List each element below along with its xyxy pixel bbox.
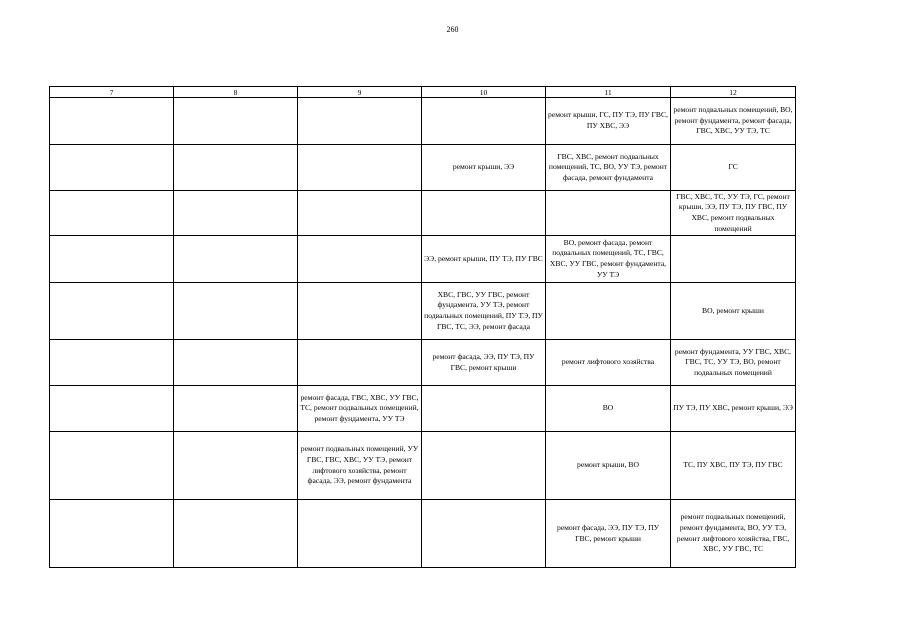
table-cell: [174, 432, 298, 500]
table-row: [50, 98, 796, 145]
table-cell: [50, 340, 174, 386]
table-row: [50, 500, 796, 568]
table-cell: [546, 191, 671, 236]
column-header: 11: [546, 87, 671, 98]
header-row: [50, 87, 796, 98]
page-number: 260: [446, 25, 459, 34]
table-cell: [422, 191, 546, 236]
table-cell: [50, 145, 174, 191]
table-cell: ГС: [671, 145, 796, 191]
table-cell: [50, 500, 174, 568]
table-cell: ТС, ПУ ХВС, ПУ ТЭ, ПУ ГВС: [671, 432, 796, 500]
table-cell: ремонт крыши, ВО: [546, 432, 671, 500]
table-cell: [174, 145, 298, 191]
column-header: 10: [422, 87, 546, 98]
table-cell: ремонт лифтового хозяйства: [546, 340, 671, 386]
table-row: [50, 236, 796, 283]
table-row: [50, 386, 796, 432]
table-cell: [422, 386, 546, 432]
table-cell: [298, 236, 422, 283]
table-cell: [298, 283, 422, 340]
table-cell: [422, 432, 546, 500]
column-header: 12: [671, 87, 796, 98]
table-cell: ремонт фасада, ЭЭ, ПУ ТЭ, ПУ ГВС, ремонт крыши: [546, 500, 671, 568]
table-cell: [50, 386, 174, 432]
table-cell: [546, 283, 671, 340]
table-cell: ВО, ремонт фасада, ремонт подвальных помещений, ТС, ГВС, ХВС, УУ ГВС, ремонт фундамента, УУ ТЭ: [546, 236, 671, 283]
column-header: 7: [50, 87, 174, 98]
table-cell: ПУ ТЭ, ПУ ХВС, ремонт крыши, ЭЭ: [671, 386, 796, 432]
table-cell: ремонт крыши, ГС, ПУ ТЭ, ПУ ГВС, ПУ ХВС, ЭЭ: [546, 98, 671, 145]
table-row: [50, 340, 796, 386]
table-cell: ГВС, ХВС, ТС, УУ ТЭ, ГС, ремонт крыши, ЭЭ, ПУ ТЭ, ПУ ГВС, ПУ ХВС, ремонт подвальных помещений: [671, 191, 796, 236]
table-cell: ВО: [546, 386, 671, 432]
table-cell: ремонт подвальных помещений, ВО, ремонт фундамента, ремонт фасада, ГВС, ХВС, УУ ТЭ, ТС: [671, 98, 796, 145]
table-cell: ГВС, ХВС, ремонт подвальных помещений, ТС, ВО, УУ ТЭ, ремонт фасада, ремонт фундамента: [546, 145, 671, 191]
table-cell: [174, 340, 298, 386]
column-header: 9: [298, 87, 422, 98]
table-row: [50, 145, 796, 191]
table-cell: ремонт крыши, ЭЭ: [422, 145, 546, 191]
table-row: [50, 283, 796, 340]
table-cell: ЭЭ, ремонт крыши, ПУ ТЭ, ПУ ГВС: [422, 236, 546, 283]
data-table: [49, 86, 796, 568]
table-cell: [174, 500, 298, 568]
table-cell: [298, 500, 422, 568]
table-cell: [174, 283, 298, 340]
table-cell: [298, 145, 422, 191]
table-cell: ремонт фасада, ЭЭ, ПУ ТЭ, ПУ ГВС, ремонт крыши: [422, 340, 546, 386]
table-cell: [50, 191, 174, 236]
table-cell: ВО, ремонт крыши: [671, 283, 796, 340]
column-header: 8: [174, 87, 298, 98]
table-cell: [50, 283, 174, 340]
table-cell: [50, 432, 174, 500]
table-cell: ремонт подвальных помещений, УУ ГВС, ГВС, ХВС, УУ ТЭ, ремонт лифтового хозяйства, ремонт фасада, ЭЭ, ремонт фундамента: [298, 432, 422, 500]
table-cell: [671, 236, 796, 283]
table-cell: [422, 98, 546, 145]
table-cell: [50, 236, 174, 283]
table-cell: [50, 98, 174, 145]
table-cell: [174, 191, 298, 236]
table-cell: ХВС, ГВС, УУ ГВС, ремонт фундамента, УУ ТЭ, ремонт подвальных помещений, ПУ ТЭ, ПУ ГВС, ТС, ЭЭ, ремонт фасада: [422, 283, 546, 340]
table-cell: [422, 500, 546, 568]
table-row: [50, 432, 796, 500]
table-cell: [298, 191, 422, 236]
table-cell: [174, 236, 298, 283]
table-cell: [298, 340, 422, 386]
table-row: [50, 191, 796, 236]
table-cell: [174, 386, 298, 432]
table-cell: [174, 98, 298, 145]
table-cell: ремонт подвальных помещений, ремонт фундамента, ВО, УУ ТЭ, ремонт лифтового хозяйства, ГВС, ХВС, УУ ГВС, ТС: [671, 500, 796, 568]
table-cell: ремонт фасада, ГВС, ХВС, УУ ГВС, ТС, ремонт подвальных помещений, ремонт фундамента, УУ ТЭ: [298, 386, 422, 432]
table-cell: [298, 98, 422, 145]
table-cell: ремонт фундамента, УУ ГВС, ХВС, ГВС, ТС, УУ ТЭ, ВО, ремонт подвальных помещений: [671, 340, 796, 386]
